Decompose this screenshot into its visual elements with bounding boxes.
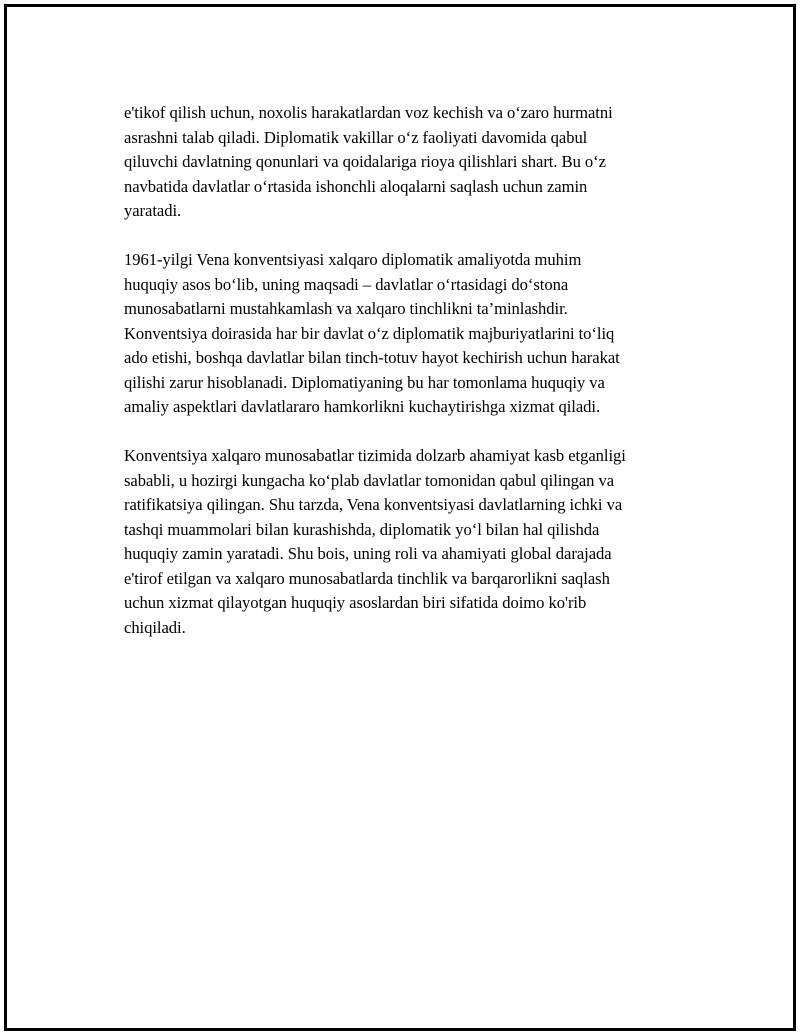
text-line: uchun xizmat qilayotgan huquqiy asoslardan biri sifatida doimo ko'rib <box>124 593 587 612</box>
text-line: navbatida davlatlar o‘rtasida ishonchli aloqalarni saqlash uchun zamin <box>124 176 588 196</box>
page-frame <box>4 4 796 1031</box>
text-line: chiqiladi. <box>124 617 186 637</box>
text-line: asrashni talab qiladi. Diplomatik vakillar o‘z faoliyati davomida qabul <box>124 127 588 147</box>
text-line: e'tirof etilgan va xalqaro munosabatlarda tinchlik va barqarorlikni saqlash <box>124 568 610 588</box>
text-line: yaratadi. <box>124 201 182 220</box>
text-line: ado etishi, boshqa davlatlar bilan tinch-totuv hayot kechirish uchun harakat <box>124 348 620 367</box>
text-line: tashqi muammolari bilan kurashishda, diplomatik yo‘l bilan hal qilishda <box>124 519 600 539</box>
text-line: huquqiy zamin yaratadi. Shu bois, uning roli va ahamiyati global darajada <box>124 544 612 563</box>
text-line: munosabatlarni mustahkamlash va xalqaro tinchlikni ta’minlashdir. <box>124 299 568 318</box>
text-line: qilishi zarur hisoblanadi. Diplomatiyaning bu har tomonlama huquqiy va <box>124 372 605 392</box>
paragraph-2 <box>124 248 704 420</box>
text-line: qiluvchi davlatning qonunlari va qoidalariga rioya qilishlari shart. Bu o‘z <box>124 152 606 171</box>
text-line: amaliy aspektlari davlatlararo hamkorlikni kuchaytirishga xizmat qiladi. <box>124 397 601 416</box>
paragraph-1 <box>124 101 704 224</box>
text-line: Konventsiya xalqaro munosabatlar tizimida dolzarb ahamiyat kasb etganligi <box>124 446 626 465</box>
text-line: huquqiy asos bo‘lib, uning maqsadi – davlatlar o‘rtasidagi do‘stona <box>124 274 569 294</box>
paragraph-3 <box>124 444 704 640</box>
document-body <box>124 101 704 665</box>
text-line: ratifikatsiya qilingan. Shu tarzda, Vena konventsiyasi davlatlarning ichki va <box>124 495 623 514</box>
text-line: Konventsiya doirasida har bir davlat o‘z diplomatik majburiyatlarini to‘liq <box>124 323 615 343</box>
text-line: e'tikof qilish uchun, noxolis harakatlardan voz kechish va o‘zaro hurmatni <box>124 103 613 122</box>
text-line: 1961-yilgi Vena konventsiyasi xalqaro diplomatik amaliyotda muhim <box>124 250 582 269</box>
text-line: sababli, u hozirgi kungacha ko‘plab davlatlar tomonidan qabul qilingan va <box>124 470 615 490</box>
